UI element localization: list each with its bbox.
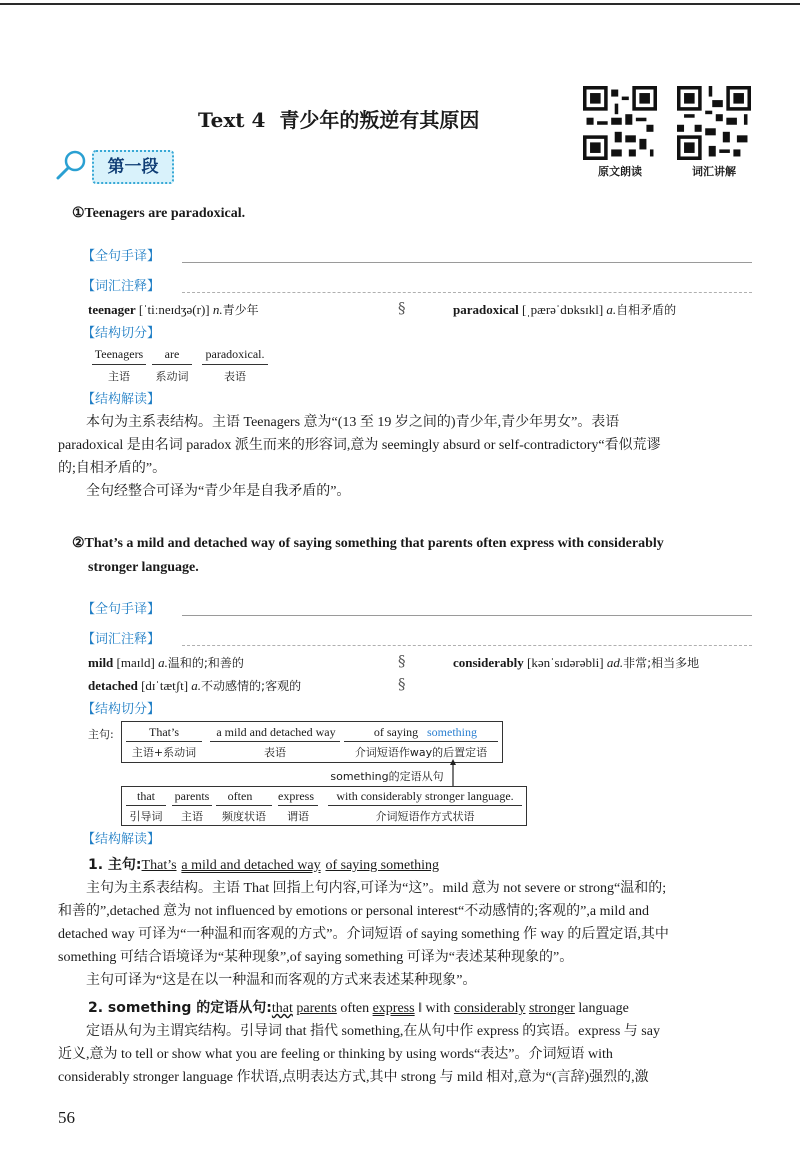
sub-role: 介词短语作方式状语 — [375, 810, 475, 823]
page-title — [198, 104, 479, 133]
main-role: 介词短语作way的后置定语 — [354, 746, 488, 759]
split-rule — [92, 364, 146, 365]
sub-role: 谓语 — [287, 810, 309, 823]
tag-explain-2: 【结构解读】 — [82, 832, 161, 847]
split-role: 表语 — [224, 370, 246, 383]
sub-role: 频度状语 — [222, 810, 266, 823]
tag-split-1: 【结构切分】 — [82, 326, 161, 341]
tag-translate-1: 【全句手译】 — [82, 249, 161, 264]
vocab-divider-2 — [182, 645, 752, 646]
explain-heading-main-clause: 1. 主句:That’s a mild and detached way of saying something — [88, 857, 440, 873]
sub-word: parents — [174, 789, 210, 803]
tag-translate-2: 【全句手译】 — [82, 602, 161, 617]
split-rule — [152, 364, 192, 365]
vocab-divider-1 — [182, 292, 752, 293]
vocab-entry-detached: detached [dɪˈtætʃt] a.不动感情的;客观的 — [88, 678, 302, 693]
section-badge: 第一段 — [92, 150, 174, 184]
sentence-1: ①Teenagers are paradoxical. — [72, 206, 246, 221]
top-rule — [0, 3, 800, 5]
vocab-entry-paradoxical: paradoxical [ˌpærəˈdɒksɪkl] a.自相矛盾的 — [453, 302, 677, 317]
vocab-entry-mild: mild [maɪld] a.温和的;和善的 — [88, 655, 244, 670]
vocab-separator-icon: § — [398, 652, 406, 670]
explain-paragraph-3: 定语从句为主谓宾结构。引导词 that 指代 something,在从句中作 express 的宾语。express 与 say 近义,意为 to tell or show what you are feeling or thinking by using words“表达”。介词短语 with considerably stronger language 作状语,点明表达方式,其中 strong 与 mild 相对,意为“(言辞)强烈的,激 — [58, 1024, 660, 1085]
main-word: of saying — [373, 725, 419, 739]
sub-clause-box — [121, 786, 527, 826]
sub-role: 引导词 — [129, 810, 163, 823]
tag-split-2: 【结构切分】 — [82, 702, 161, 717]
sub-word: that — [137, 789, 155, 803]
vocab-entry-teenager: teenager [ˈtiːneɪdʒə(r)] n.青少年 — [88, 302, 259, 317]
sub-word: with considerably stronger language. — [336, 789, 514, 803]
explain-paragraph-2: 主句为主系表结构。主语 That 回指上句内容,可译为“这”。mild 意为 not severe or strong“温和的; 和善的”,detached 意为 not influenced by emotions or personal interest“不动感情的;客观的”,a mild and detached way 可译为“一种温和而客观的方式”。介词短语 of saying something 作 way 的后置定语,其中 something 可结合语境译为“某种现象”,of saying something 可译为“表述某种现象的”。 主句可译为“这是在以一种温和而客观的方式来表述某种现象”。 — [58, 881, 669, 988]
qr-code-vocab-icon[interactable] — [677, 86, 751, 160]
qr-label-vocab: 词汇讲解 — [692, 165, 736, 178]
title-cn: 青少年的叛逆有其原因 — [279, 108, 480, 132]
split-word: are — [164, 347, 180, 361]
sub-word: often — [227, 789, 253, 803]
split-role: 主语 — [108, 370, 130, 383]
split-role: 系动词 — [155, 370, 189, 383]
explain-paragraph-1: 本句为主系表结构。主语 Teenagers 意为“(13 至 19 岁之间的)青少年,青少年男女”。表语 paradoxical 是由名词 paradox 派生而来的形容词,意为 seemingly absurd or self-contradictory“看似荒谬 的;自相矛盾的”。 全句经整合可译为“青少年是自我矛盾的”。 — [58, 415, 661, 499]
vocab-separator-icon: § — [398, 675, 406, 693]
split-word: Teenagers — [94, 347, 144, 361]
vocab-entry-considerably: considerably [kənˈsɪdərəbli] ad.非常;相当多地 — [453, 655, 700, 670]
sub-word: express — [278, 789, 314, 803]
arrow-up-icon — [448, 759, 458, 787]
tag-explain-1: 【结构解读】 — [82, 392, 161, 407]
main-role: 主语+系动词 — [131, 746, 197, 759]
sentence-2-line-1: ②That’s a mild and detached way of saying something that parents often express with considerably — [72, 536, 664, 551]
sentence-2-line-2: stronger language. — [88, 560, 199, 575]
tag-vocab-1: 【词汇注释】 — [82, 279, 161, 294]
translate-line-2 — [182, 615, 752, 616]
main-clause-box — [121, 721, 503, 763]
translate-line-1 — [182, 262, 752, 263]
qr-label-audio: 原文朗读 — [598, 165, 642, 178]
vocab-separator-icon: § — [398, 299, 406, 317]
main-clause-label: 主句: — [88, 728, 114, 741]
explain-heading-attributive-clause: 2. something 的定语从句:that parents often express ‖ with considerably stronger language — [88, 1000, 629, 1016]
qr-code-audio-icon[interactable] — [583, 86, 657, 160]
clause-label: something的定语从句 — [330, 770, 444, 783]
magnifier-icon — [55, 148, 89, 182]
main-role: 表语 — [264, 746, 286, 759]
main-word: a mild and detached way — [216, 725, 336, 739]
page-number: 56 — [58, 1108, 75, 1127]
split-word: paradoxical. — [205, 347, 265, 361]
main-word-something: something — [427, 725, 477, 739]
split-rule — [202, 364, 268, 365]
main-word: That’s — [149, 725, 179, 739]
sub-role: 主语 — [181, 810, 203, 823]
tag-vocab-2: 【词汇注释】 — [82, 632, 161, 647]
title-en: Text 4 — [198, 108, 266, 132]
